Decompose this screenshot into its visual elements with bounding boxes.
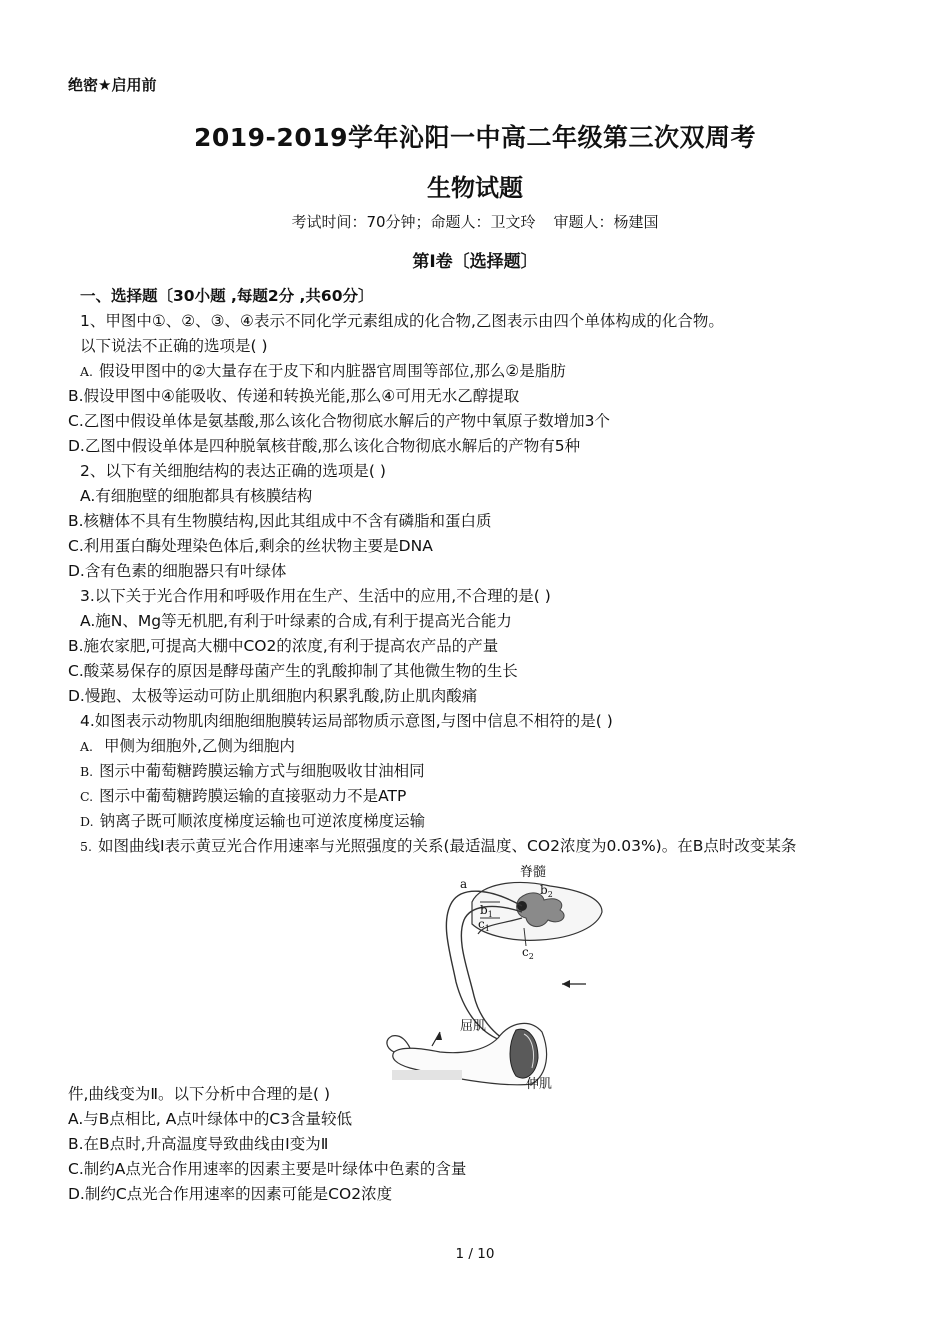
q3-option-a: A.施N、Mg等无机肥,有利于叶绿素的合成,有利于提高光合能力 [80, 612, 512, 630]
label-c2-letter: c [522, 945, 529, 959]
q2-option-c: C.利用蛋白酶处理染色体后,剩余的丝状物主要是DNA [68, 537, 433, 555]
q5-stem-line1-text: 如图曲线Ⅰ表示黄豆光合作用速率与光照强度的关系(最适温度、CO2浓度为0.03%)。在B点时改变某条 [97, 837, 797, 855]
reflex-arc-figure [380, 862, 606, 1094]
q4-option-a [80, 736, 295, 757]
q3-stem: 3.以下关于光合作用和呼吸作用在生产、生活中的应用,不合理的是( ) [80, 587, 551, 605]
q1-option-d: D.乙图中假设单体是四种脱氧核苷酸,那么该化合物彻底水解后的产物有5种 [68, 437, 581, 455]
q5-option-d: D.制约C点光合作用速率的因素可能是CO2浓度 [68, 1185, 393, 1203]
q5-option-a: A.与B点相比, A点叶绿体中的C3含量较低 [68, 1110, 353, 1128]
q1-option-a [80, 361, 566, 382]
section-heading: 一、选择题〔30小题 ,每题2分 ,共60分〕 [80, 287, 374, 305]
part-heading: 第I卷〔选择题〕 [412, 252, 538, 272]
q4-option-b [80, 761, 425, 782]
q4-option-a-text: 甲侧为细胞外,乙侧为细胞内 [99, 737, 295, 755]
q2-option-a: A.有细胞壁的细胞都具有核膜结构 [80, 487, 313, 505]
exam-reviewer: 审题人：杨建国 [553, 213, 659, 231]
label-spinal-cord: 脊髓 [520, 865, 547, 880]
q3-option-c: C.酸菜易保存的原因是酵母菌产生的乳酸抑制了其他微生物的生长 [68, 662, 518, 680]
q1-option-a-text: 假设甲图中的②大量存在于皮下和内脏器官周围等部位,那么②是脂肪 [99, 362, 566, 380]
q2-option-b: B.核糖体不具有生物膜结构,因此其组成中不含有磷脂和蛋白质 [68, 512, 492, 530]
q4-stem: 4.如图表示动物肌肉细胞细胞膜转运局部物质示意图,与图中信息不相符的是( ) [80, 712, 613, 730]
page-number: 1 / 10 [455, 1246, 495, 1262]
confidential-label: 绝密★启用前 [68, 76, 157, 94]
exam-title: 2019-2019学年沁阳一中高二年级第三次双周考 [193, 123, 757, 152]
label-b2-letter: b [540, 883, 548, 897]
q3-option-b: B.施农家肥,可提高大棚中CO2的浓度,有利于提高农产品的产量 [68, 637, 499, 655]
q4-option-d [80, 811, 425, 832]
q1-option-a-label: A. [80, 364, 94, 379]
label-b2-sub: 2 [547, 890, 553, 899]
q1-stem-line2: 以下说法不正确的选项是( ) [80, 337, 268, 355]
q3-option-d: D.慢跑、太极等运动可防止肌细胞内积累乳酸,防止肌肉酸痛 [68, 687, 478, 705]
exam-time-author: 考试时间：70分钟；命题人：卫文玲 [291, 213, 536, 231]
q1-option-c: C.乙图中假设单体是氨基酸,那么该化合物彻底水解后的产物中氧原子数增加3个 [68, 412, 611, 430]
exam-subtitle: 生物试题 [427, 174, 523, 202]
label-extensor: 伸肌 [526, 1077, 553, 1092]
q5-option-c: C.制约A点光合作用速率的因素主要是叶绿体中色素的含量 [68, 1160, 467, 1178]
q2-option-d: D.含有色素的细胞器只有叶绿体 [68, 562, 287, 580]
label-b1-letter: b [480, 903, 488, 917]
q4-option-d-label: D. [80, 814, 94, 829]
label-flexor: 屈肌 [460, 1019, 487, 1034]
q4-option-c [80, 786, 406, 807]
label-c2-sub: 2 [528, 952, 534, 961]
q4-option-b-text: 图示中葡萄糖跨膜运输方式与细胞吸收甘油相同 [99, 762, 425, 780]
q4-option-c-label: C. [80, 789, 94, 804]
q2-stem: 2、以下有关细胞结构的表达正确的选项是( ) [80, 462, 386, 480]
q5-number: 5. [80, 839, 92, 854]
label-b1-sub: 1 [487, 910, 493, 919]
q5-stem-line2: 件,曲线变为Ⅱ。以下分析中合理的是( ) [68, 1085, 331, 1103]
q4-option-a-label: A. [80, 739, 94, 754]
q1-stem-line1: 1、甲图中①、②、③、④表示不同化学元素组成的化合物,乙图表示由四个单体构成的化合物。 [80, 312, 724, 330]
q4-option-b-label: B. [80, 764, 94, 779]
label-a: a [460, 877, 468, 891]
q5-option-b: B.在B点时,升高温度导致曲线由Ⅰ变为Ⅱ [68, 1135, 329, 1153]
blurred-label [392, 1070, 462, 1080]
q4-option-c-text: 图示中葡萄糖跨膜运输的直接驱动力不是ATP [99, 787, 407, 805]
exam-meta [0, 211, 950, 232]
q5-stem-line1 [80, 836, 796, 857]
label-c1-letter: c [478, 917, 485, 931]
label-c1-sub: 1 [484, 924, 490, 933]
q4-option-d-text: 钠离子既可顺浓度梯度运输也可逆浓度梯度运输 [99, 812, 426, 830]
q1-option-b: B.假设甲图中④能吸收、传递和转换光能,那么④可用无水乙醇提取 [68, 387, 520, 405]
